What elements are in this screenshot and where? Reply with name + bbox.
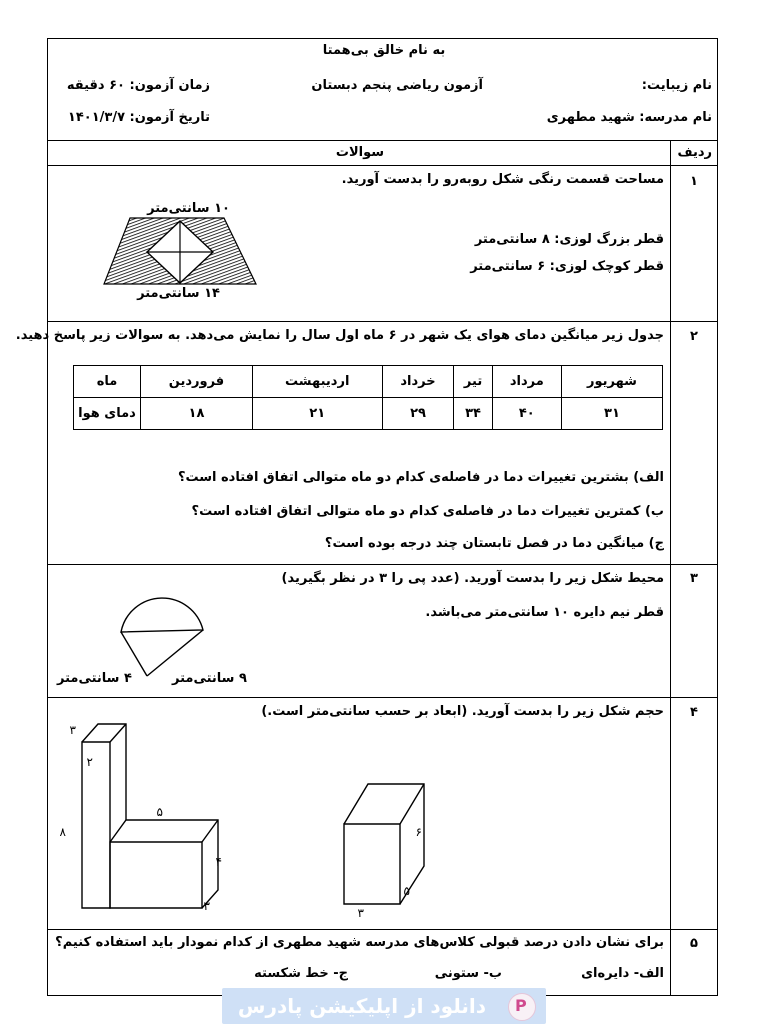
- banner-text: دانلود از اپلیکیشن پادرس: [237, 994, 486, 1018]
- name-label: نام زیبایت:: [641, 78, 712, 93]
- table-cell: فروردین: [141, 366, 253, 398]
- table-header-label: ماه: [74, 366, 141, 398]
- sub-question-c: ج) میانگین دما در فصل تابستان چند درجه بوده است؟: [324, 536, 664, 551]
- divider: [47, 165, 718, 166]
- side-label-4: ۴ سانتی‌متر: [57, 671, 132, 686]
- page-title: به نام خالق بی‌همتا: [322, 43, 446, 58]
- option-c: ج- خط شکسته: [254, 966, 348, 981]
- question-text: برای نشان دادن درصد قبولی کلاس‌های مدرسه شهید مطهری از کدام نمودار باید استفاده کنیم؟: [55, 935, 664, 950]
- question-text: محیط شکل زیر را بدست آورید. (عدد پی را ۳ در نظر بگیرید): [281, 571, 664, 586]
- divider: [47, 564, 718, 565]
- dim-label: ۸: [60, 825, 66, 839]
- question-text: حجم شکل زیر را بدست آورید. (ابعاد بر حسب سانتی‌متر است.): [261, 704, 664, 719]
- option-a: الف- دایره‌ای: [581, 966, 664, 981]
- table-row-label: دمای هوا: [74, 398, 141, 430]
- question-number: ۲: [690, 329, 698, 344]
- divider: [47, 929, 718, 930]
- dim-label: ۳: [203, 899, 210, 913]
- trapezoid-bottom-label: ۱۴ سانتی‌متر: [137, 286, 220, 301]
- column-divider: [670, 140, 671, 996]
- dim-label: ۳: [357, 906, 364, 920]
- divider: [47, 321, 718, 322]
- box-prism-figure: [330, 770, 440, 920]
- table-cell: ۱۸: [141, 398, 253, 430]
- exam-date: تاریخ آزمون: ۱۴۰۱/۳/۷: [67, 110, 210, 125]
- table-cell: ۲۹: [382, 398, 454, 430]
- divider: [47, 140, 718, 141]
- dim-label: ۶: [415, 825, 422, 839]
- table-cell: تیر: [454, 366, 492, 398]
- question-number: ۴: [690, 705, 698, 720]
- table-cell: شهریور: [561, 366, 662, 398]
- big-diagonal-text: قطر بزرگ لوزی: ۸ سانتی‌متر: [474, 232, 664, 247]
- question-text: جدول زیر میانگین دمای هوای یک شهر در ۶ ماه اول سال را نمایش می‌دهد. به سوالات زیر پاسخ دهید.: [15, 328, 664, 343]
- table-cell: مرداد: [492, 366, 561, 398]
- question-text: مساحت قسمت رنگی شکل روبه‌رو را بدست آورید.: [341, 172, 664, 187]
- dim-label: ۲: [86, 755, 93, 769]
- table-cell: ۴۰: [492, 398, 561, 430]
- small-diagonal-text: قطر کوچک لوزی: ۶ سانتی‌متر: [470, 259, 664, 274]
- column-row: ردیف: [677, 145, 712, 160]
- padars-logo-icon: P: [508, 993, 536, 1021]
- question-number: ۱: [690, 174, 698, 189]
- school-label: نام مدرسه: شهید مطهری: [546, 110, 712, 125]
- trapezoid-top-label: ۱۰ سانتی‌متر: [147, 201, 230, 216]
- exam-time: زمان آزمون: ۶۰ دقیقه: [66, 78, 210, 93]
- sub-question-a: الف) بشترین تغییرات دما در فاصله‌ی کدام دو ماه متوالی اتفاق افتاده است؟: [177, 470, 664, 485]
- dim-label: ۵: [156, 805, 163, 819]
- diameter-text: قطر نیم دایره ۱۰ سانتی‌متر می‌باشد.: [425, 605, 664, 620]
- dim-label: ۵: [403, 884, 410, 898]
- question-number: ۳: [690, 571, 698, 586]
- semicircle-figure: [115, 590, 215, 682]
- app-download-banner[interactable]: [222, 988, 546, 1024]
- dim-label: ۳: [69, 723, 76, 737]
- trapezoid-rhombus-figure: [100, 215, 265, 287]
- exam-title: آزمون ریاضی پنجم دبستان: [311, 78, 483, 93]
- l-shape-prism-figure: [60, 718, 240, 918]
- question-number: ۵: [690, 936, 698, 951]
- temperature-table: [73, 365, 663, 430]
- sub-question-b: ب) کمترین تغییرات دما در فاصله‌ی کدام دو ماه متوالی اتفاق افتاده است؟: [191, 504, 664, 519]
- table-cell: اردیبهشت: [252, 366, 382, 398]
- dim-label: ۴: [215, 855, 222, 869]
- option-b: ب- ستونی: [434, 966, 502, 981]
- table-cell: ۳۴: [454, 398, 492, 430]
- table-cell: ۳۱: [561, 398, 662, 430]
- table-cell: خرداد: [382, 366, 454, 398]
- table-cell: ۲۱: [252, 398, 382, 430]
- column-questions: سوالات: [335, 145, 385, 160]
- side-label-9: ۹ سانتی‌متر: [172, 671, 247, 686]
- table-row: [74, 366, 663, 398]
- table-row: [74, 398, 663, 430]
- divider: [47, 697, 718, 698]
